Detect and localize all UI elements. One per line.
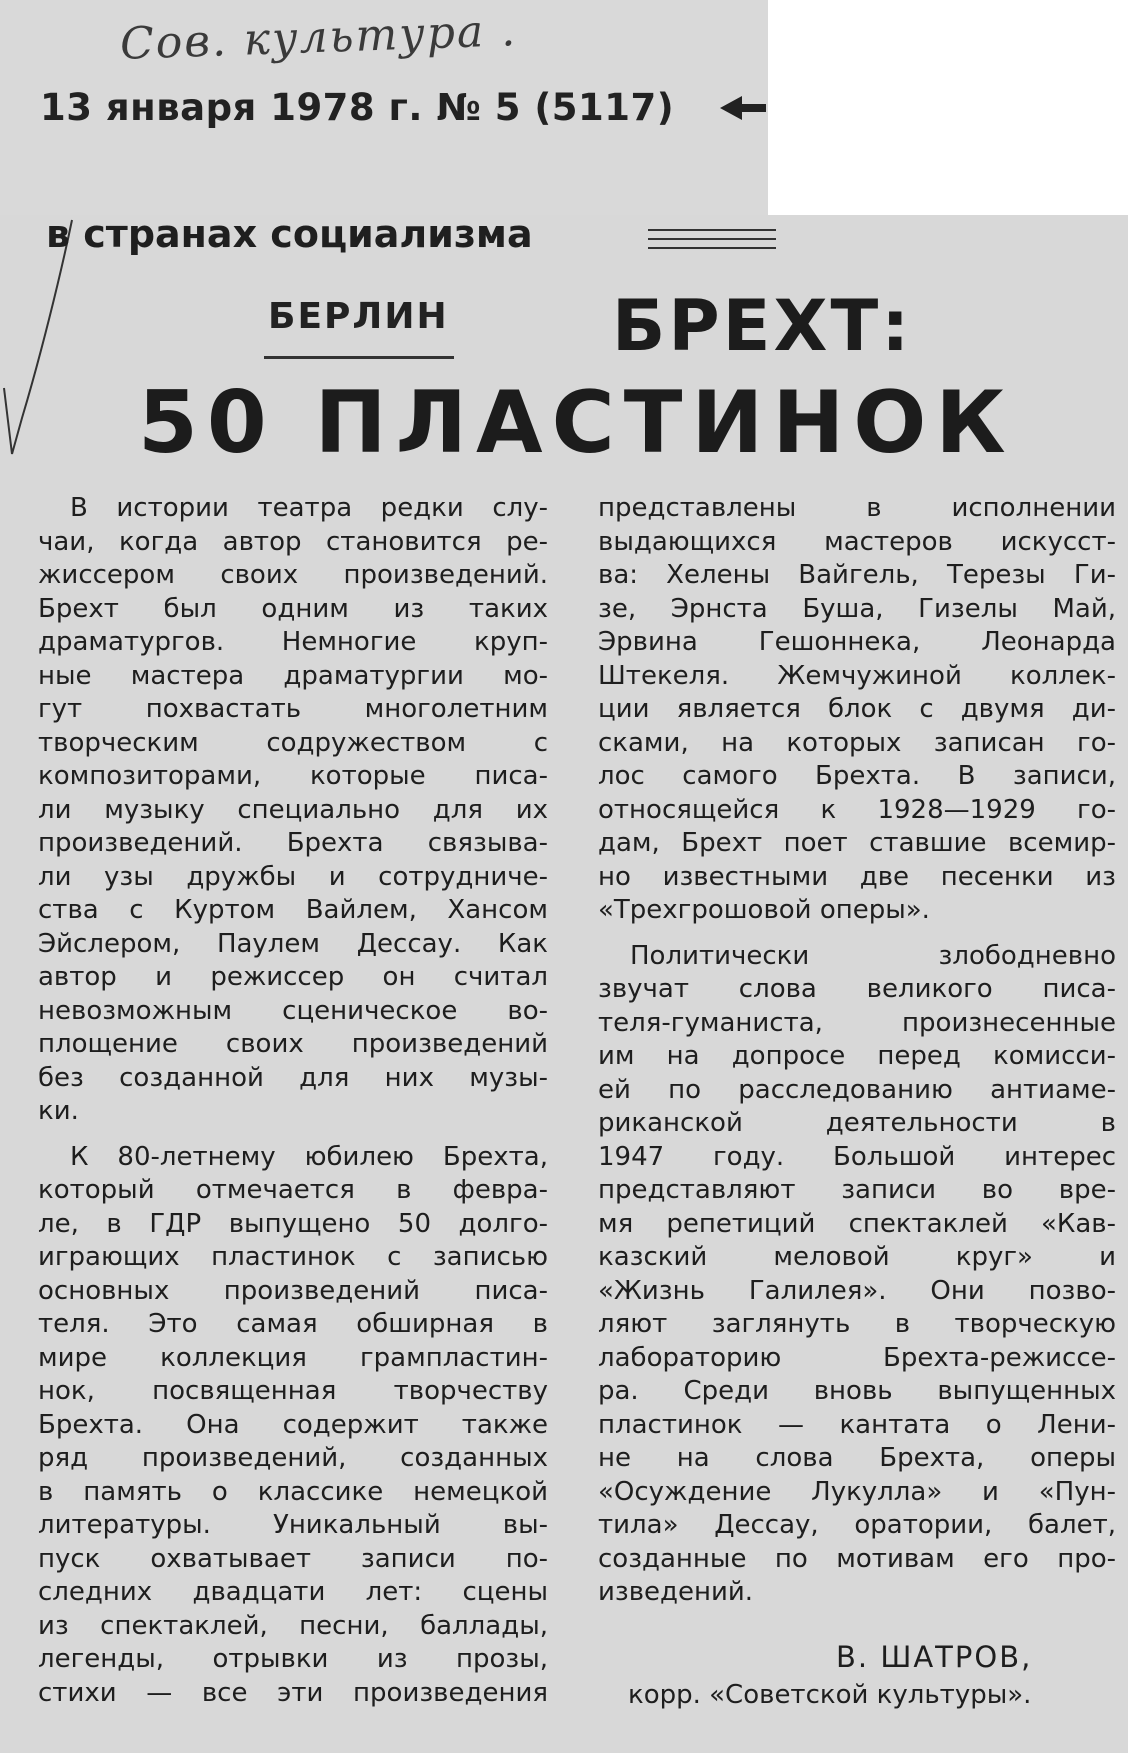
text-line: мире коллекция грампластин- xyxy=(38,1342,548,1373)
section-rubric: в странах социализма xyxy=(46,212,533,256)
paragraph-gap xyxy=(598,928,1116,940)
text-line: «Жизнь Галилея». Они позво- xyxy=(598,1275,1116,1306)
text-line: жиссером своих произведений. xyxy=(38,560,548,590)
text-line: литературы. Уникальный вы- xyxy=(38,1510,548,1540)
text-line: относящейся к 1928—1929 го- xyxy=(598,794,1116,825)
text-line: пуск охватывает записи по- xyxy=(38,1543,548,1574)
text-line: «Трехгрошовой оперы». xyxy=(598,895,930,925)
text-line: площение своих произведений xyxy=(38,1029,548,1059)
text-line: из спектаклей, песни, баллады, xyxy=(38,1610,548,1641)
text-line: созданные по мотивам его про- xyxy=(598,1543,1116,1574)
text-line: композиторами, которые писа- xyxy=(38,761,548,791)
text-line: ные мастера драматургии мо- xyxy=(38,660,548,691)
text-line: играющих пластинок с записью xyxy=(38,1242,548,1272)
text-line: ра. Среди вновь выпущенных xyxy=(598,1376,1116,1406)
text-line: ряд произведений, созданных xyxy=(38,1443,548,1473)
text-line: представляют записи во вре- xyxy=(598,1175,1116,1205)
text-line: казский меловой круг» и xyxy=(598,1242,1116,1272)
text-line: в память о классике немецкой xyxy=(38,1476,548,1507)
text-line: мя репетиций спектаклей «Кав- xyxy=(598,1208,1116,1239)
text-line: ле, в ГДР выпущено 50 долго- xyxy=(38,1208,548,1239)
text-line: ляют заглянуть в творческую xyxy=(598,1309,1116,1339)
text-line: Эйслером, Паулем Дессау. Как xyxy=(38,928,548,959)
paragraph-gap xyxy=(38,1129,548,1141)
text-line: сками, на которых записан го- xyxy=(598,727,1116,758)
article-column-right xyxy=(598,492,1116,1610)
text-line: дам, Брехт поет ставшие всемир- xyxy=(598,828,1116,858)
text-line: В истории театра редки слу- xyxy=(70,493,548,523)
text-line: произведений. Брехта связыва- xyxy=(38,828,548,858)
text-line: Эрвина Гешоннека, Леонарда xyxy=(598,627,1116,657)
text-line: гут похвастать многолетним xyxy=(38,694,548,724)
author-title: корр. «Советской культуры». xyxy=(628,1680,1032,1710)
text-line: творческим содружеством с xyxy=(38,727,548,758)
text-line: чаи, когда автор становится ре- xyxy=(38,526,548,557)
text-line: лос самого Брехта. В записи, xyxy=(598,761,1116,791)
text-line: основных произведений писа- xyxy=(38,1275,548,1306)
text-line: лабораторию Брехта-режиссе- xyxy=(598,1342,1116,1373)
text-line: риканской деятельности в xyxy=(598,1108,1116,1138)
text-line: им на допросе перед комисси- xyxy=(598,1041,1116,1071)
author-name: В. ШАТРОВ, xyxy=(836,1640,1033,1674)
text-line: не на слова Брехта, оперы xyxy=(598,1443,1116,1473)
double-rule-icon xyxy=(648,222,776,258)
text-line: невозможным сценическое во- xyxy=(38,995,548,1026)
text-line: Политически злободневно xyxy=(630,940,1116,971)
text-line: ции является блок с двумя ди- xyxy=(598,694,1116,724)
text-line: Штекеля. Жемчужиной коллек- xyxy=(598,660,1116,691)
text-line: без созданной для них музы- xyxy=(38,1062,548,1093)
text-line: ей по расследованию антиаме- xyxy=(598,1074,1116,1105)
headline-line-1: БРЕХТ: xyxy=(612,285,913,367)
text-line: «Осуждение Лукулла» и «Пун- xyxy=(598,1476,1116,1507)
text-line: Брехт был одним из таких xyxy=(38,593,548,624)
text-line: но известными две песенки из xyxy=(598,861,1116,892)
text-line: К 80-летнему юбилею Брехта, xyxy=(70,1141,548,1172)
text-line: легенды, отрывки из прозы, xyxy=(38,1644,548,1674)
text-line: 1947 году. Большой интерес xyxy=(598,1141,1116,1172)
text-line: изведений. xyxy=(598,1577,754,1607)
text-line: ли музыку специально для их xyxy=(38,794,548,825)
text-line: ства с Куртом Вайлем, Хансом xyxy=(38,895,548,925)
text-line: ки. xyxy=(38,1096,79,1126)
arrow-pointer-icon xyxy=(720,92,768,124)
text-line: нок, посвященная творчеству xyxy=(38,1376,548,1406)
text-line: пластинок — кантата о Лени- xyxy=(598,1409,1116,1440)
text-line: стихи — все эти произведения xyxy=(38,1677,548,1708)
text-line: выдающихся мастеров искусст- xyxy=(598,526,1116,557)
article-column-left xyxy=(38,492,548,1710)
city-underline xyxy=(264,356,454,359)
dateline-city: БЕРЛИН xyxy=(268,296,449,337)
text-line: тила» Дессау, оратории, балет, xyxy=(598,1510,1116,1540)
text-line: драматургов. Немногие круп- xyxy=(38,627,548,657)
text-line: теля-гуманиста, произнесенные xyxy=(598,1007,1116,1038)
text-line: который отмечается в февра- xyxy=(38,1175,548,1205)
text-line: представлены в исполнении xyxy=(598,493,1116,523)
text-line: зе, Эрнста Буша, Гизелы Май, xyxy=(598,593,1116,624)
dateline: 13 января 1978 г. № 5 (5117) xyxy=(40,86,675,129)
handwritten-note: Сов. культура . xyxy=(119,5,518,70)
text-line: ли узы дружбы и сотрудниче- xyxy=(38,861,548,892)
headline-line-2: 50 ПЛАСТИНОК xyxy=(138,373,1015,473)
text-line: следних двадцати лет: сцены xyxy=(38,1577,548,1607)
text-line: автор и режиссер он считал xyxy=(38,962,548,992)
text-line: звучат слова великого писа- xyxy=(598,974,1116,1004)
text-line: теля. Это самая обширная в xyxy=(38,1309,548,1339)
text-line: Брехта. Она содержит также xyxy=(38,1409,548,1440)
text-line: ва: Хелены Вайгель, Терезы Ги- xyxy=(598,560,1116,590)
